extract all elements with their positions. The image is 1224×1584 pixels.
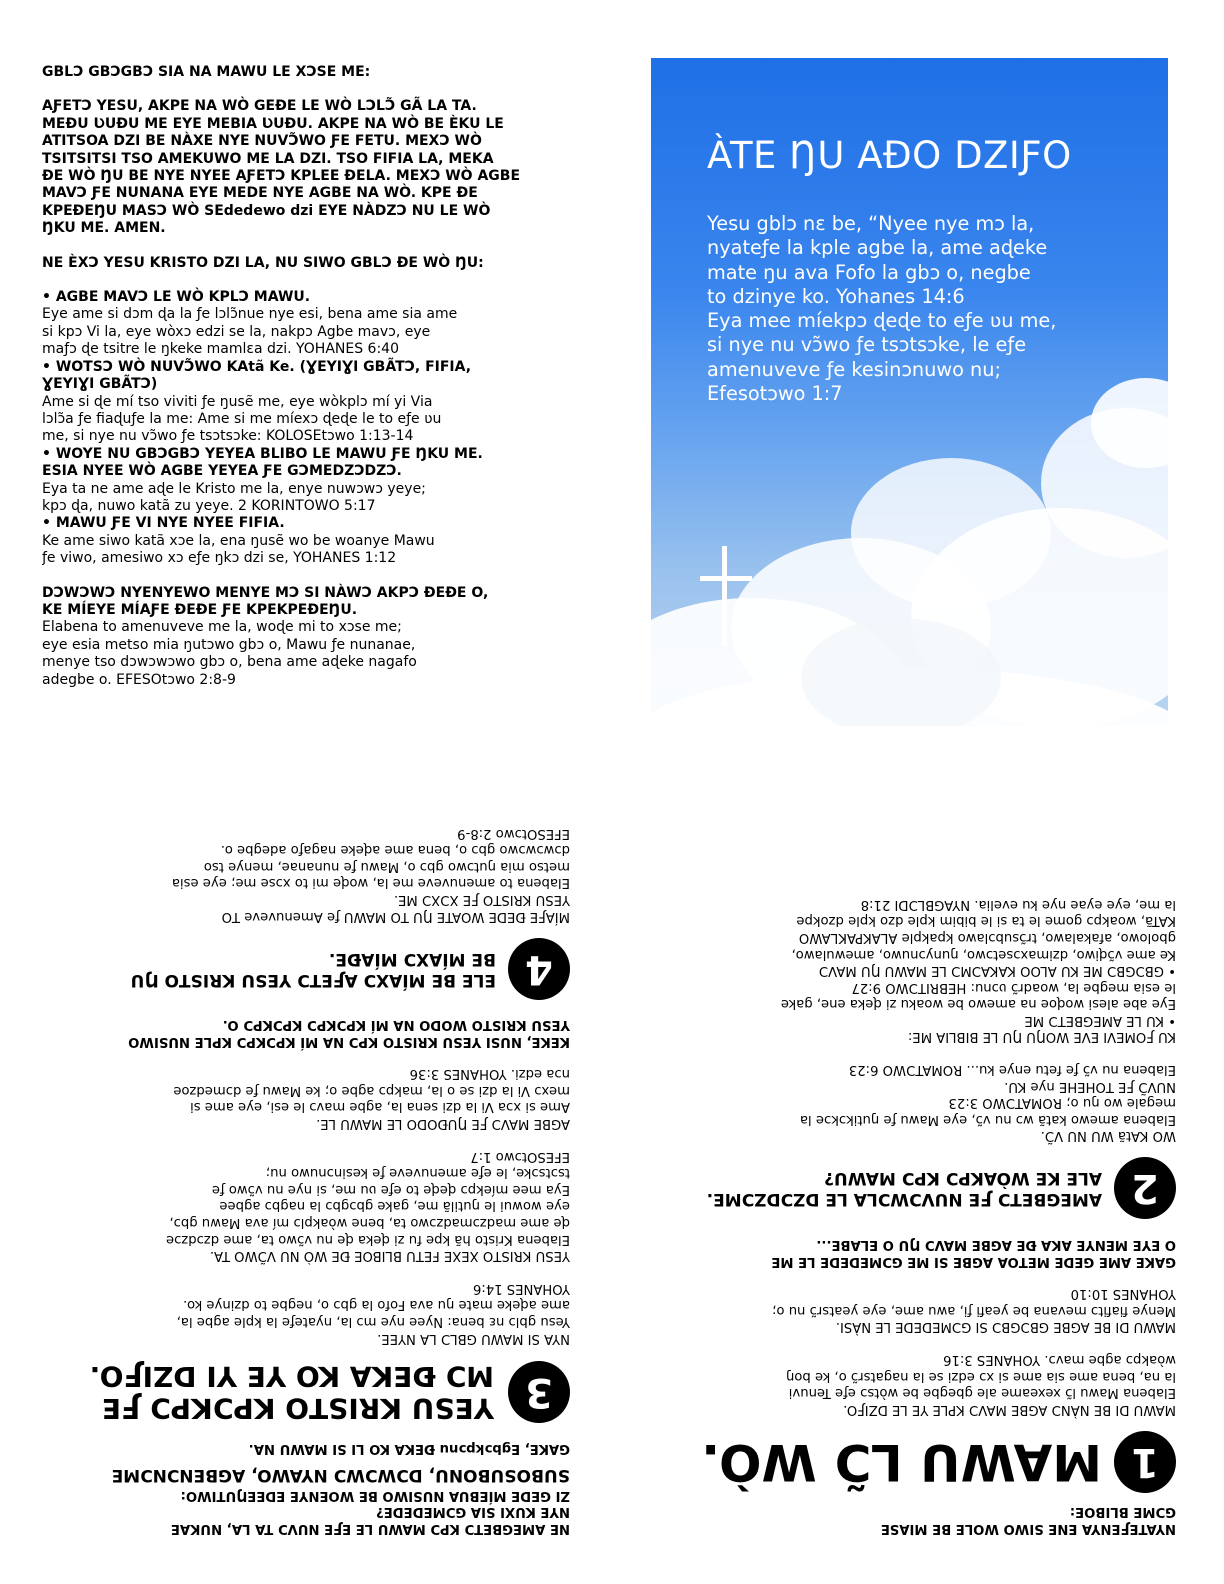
bullet-title-1: • AGBE MAVƆ LE WÒ KPLƆ MAWU.	[42, 289, 311, 306]
section-2-para-2: KU ƑOMEVI EVE WOŊU ŊU LE BIBLIA ME: • KU LE AMEGBETƆ ME Eye abe alesi woɖoe na amewo be woaku zi ɖeka ene, gake le esia megbe la, woadrɔ̃ ʋɔnu: HEBRITƆWO 9:27 • GBƆGBƆ ME KU ALOO KAKAƆMƆ LE MAWU ŊU MAVƆ Ke ame vɔ̃ɖiwo, dzimaxɔsetɔwo, ŋunyɔnuwo, amewulawo, gbolowo, afakalawo, trɔ̃subɔlawo kpakple ALAKPAKLAWO KATã, woakpɔ gome le ta si le bibim kple dzo kple dzokpe la me, eye eyae nye ku evelia. NYAGBLƆDI 21:8	[780, 896, 1176, 1045]
section-1-para-3: GAKE AME GEDE METOA AGBE SI ME GƆMEDEDE LE ME O EYE MENYE AKA ÐE AGBE MAVƆ ŊU O ELABE...	[771, 1237, 1176, 1269]
section-1-heading	[636, 1431, 1176, 1493]
section-4-heading	[36, 938, 570, 1000]
spacer	[42, 238, 582, 255]
sin-question: NE AMEGBETƆ KPƆ MAWU LE EƑE NUVƆ̃ TA LA, NUKAE NYE KUXI SIA GƆMEDEDE?	[170, 1504, 570, 1536]
cross-icon	[722, 546, 727, 646]
bullet-text-1: Eye ame si dɔm ɖa la ƒe lɔlɔ̃nue nye esi, bena ame sia ame si kpɔ Vi la, eye wòxɔ edzi se la, nakpɔ Agbe mavɔ, eye maƒɔ ɖe tsitre le ŋkeke mamlɛa dzi. YOHANES 6:40	[42, 306, 458, 358]
section-1-para-2: MAWU DI BE AGBE GBƆGBƆ SI GƆMEDEDE LE NÀSI. Menye fiafitɔ mevana be yeafi ƒi, awu ame, eye yeatsrɔ̃ nu o; YOHANES 10:10	[772, 1286, 1176, 1335]
closing-text: Elabena to amenuveve me la, woɖe mi to xɔse me; eye esia metso mia ŋutɔwo gbɔ o, Mawu ƒe nunanae, menye tso dɔwɔwɔwo gbɔ o, bena ame aɖeke nagafo adegbe o. EFESOtɔwo 2:8-9	[42, 619, 417, 688]
section-3-para-2: YESU KRISTO XEXE FETU BLIBOE ÐE WÒ NU VƆ̃WO TA. Elabena Kristo hã kpe fu zi ɖeka ɖe nu vɔ̃wo ta, ame dzɔdzɔe ɖe ame madzɔmadzɔwo ta, bene wòakplɔ mí ava Mawu gbɔ, eye wowui le ŋutilã me, gake gbɔgbɔ la nagbɔ agbee Eya mee míekpɔ ɖeɖe to eƒe ʋu me, si nye nu vɔ̃wo ƒe tsɔtsɔke, le eƒe amenuveve ƒe kesinɔnuwo nu; EFESOtɔwo 1:7	[165, 1148, 570, 1264]
spacer	[42, 568, 582, 585]
one-solution-note: GAKE, Egbɔkpɔnu ÐEKA KO LI SI MAWU NA.	[248, 1441, 570, 1457]
section-number-2: 2	[1114, 1157, 1176, 1219]
prayer-heading: GBLƆ GBƆGBƆ SIA NA MAWU LE XƆSE ME:	[42, 64, 371, 80]
bullet-text-3: Eya ta ne ame aɖe le Kristo me la, enye nuwɔwɔ yeye; kpɔ ɖa, nuwo katã zu yeye. 2 KORINTOWO 5:17	[42, 480, 426, 514]
four-truths-intro: NYATEƑENYA ENE SIWO WÒLE BE MÍASE GƆME BLIBOE:	[880, 1504, 1176, 1536]
bullet-title-3: • WOYE NU GBƆGBƆ YEYEA BLIBO LE MAWU ƑE ŊKU ME. ESIA NYEE WÒ AGBE YEYEA ƑE GƆMEDZƆDZƆ.	[42, 445, 483, 480]
spacer	[42, 81, 582, 98]
cross-icon-bar	[700, 576, 752, 581]
section-1-para-1: MAWU DI BE NÀNƆ AGBE MAVƆ KPLE YE LE DZIƑO. Elabena Mawu lɔ̃ xexeame ale gbegbe be wòtsɔ eƒe Tenuvi la na, bena ame sia ame si xɔ edzi se la nagatsrɔ̃ o, ke boŋ wòakpɔ agbe mavɔ. YOHANES 3:16	[785, 1352, 1176, 1417]
section-3-para-4: KEKE, NUSI YESU KRISTO KPƆ NA MÍ KPƆKPƆ KPLE NUSIWO YESU KRISTO WODO NA MÍ KPƆKPƆ KPƆKPƆ O.	[128, 1017, 570, 1049]
section-3-title: YESU KRISTO KPƆKPƆ ƑE MƆ ÐEKA KO YE YI DZIƑO.	[89, 1359, 494, 1425]
bullet-title-4: • MAWU ƑE VI NYE NYEE FIFIA.	[42, 515, 285, 532]
section-number-4: 4	[508, 938, 570, 1000]
assurance-intro: NE ÈXƆ YESU KRISTO DZI LA, NU SIWO GBLƆ ÐE WÒ ŊU:	[42, 254, 484, 271]
section-3-para-1: NYA SI MAWU GBLƆ LA NYEE. Yesu gblɔ nɛ bena: Nyee nye mɔ la, nyateƒe la kple agbe la, ame aɖeke mate ŋu ava Fofo la gbɔ o, negbe to dzinye ko. YOHANES 14:6	[176, 1280, 570, 1346]
bullet-text-2: Ame si ɖe mí tso viviti ƒe ŋusẽ me, eye wòkplɔ mí yi Via lɔlɔ̃a ƒe fiaɖuƒe la me: Ame si me míexɔ ɖeɖe le to eƒe ʋu me, si nye nu vɔ̃wo ƒe tsɔtsɔke: KOLOSEtɔwo 1:13-14	[42, 393, 442, 445]
bullet-title-2: • WOTSƆ WÒ NUVƆ̃WO KAtã Ke. (ƔEYIƔI GBÃTƆ, FIFIA, ƔEYIƔI GBÃTƆ)	[42, 358, 472, 393]
sin-question-list: SUBOSUBONU, DƆWƆWƆ NYAWO, AGBENƆNƆME	[111, 1465, 570, 1486]
prayer-panel	[42, 64, 582, 714]
section-2-title: AMEGBETƆ ƑE NUVƆWƆLA LE DZƆDZƆME. ALE KE WÒAKPƆ KPƆ MAWU?	[706, 1168, 1102, 1210]
closing-heading: DƆWƆWƆ NYENYEWO MENYE MƆ SI NÀWƆ AKPƆ ÐEÐE O, KE MÍEYE MÍAƑE ÐEÐE ƑE KPEKPEÐEŊU.	[42, 584, 489, 618]
section-2-heading	[636, 1157, 1176, 1219]
sin-question-sub: ZI GEDE MÍEBUA NUSIWO BE WOENYE EDEEŊUTIWO:	[180, 1487, 570, 1503]
cover-panel	[651, 58, 1168, 726]
section-number-1: 1	[1114, 1431, 1176, 1493]
section-3-para-3: AGBE MAVƆ ƑE ŊUÐODO LE MAWU LE. Ame si xɔa Vi la dzi sena la, agbe mavɔ le esi, eye ame si mexɔ Vi la dzi se o la, makpɔ agbe o; ke Mawu ƒe dɔmedzoe nɔa edzi. YOHANES 3:36	[173, 1066, 570, 1132]
prayer-text: AƑETƆ YESU, AKPE NA WÒ GEÐE LE WÒ LƆLƆ̃ GÃ LA TA. MEÐU ƲUÐU ME EYE MEBIA ƲUÐU. AKPE NA WÒ BE ÈKU LE ATITSOA DZI BE NÀXE NYE NUVƆ̃WO ƑE FETU. MEXƆ WÒ TSITSITSI TSO AMEKUWO ME LA DZI. TSO FIFIA LA, MEKA ÐE WÒ ŊU BE NYE NYEE AƑETƆ KPLEE ÐELA. MEXƆ WÒ AGBE MAVƆ ƑE NUNANA EYE MEDE NYE AGBE NA WÒ. KPE ÐE KPEÐEŊU MASƆ WÒ SEdedewo dzi EYE NÀDZƆ NU LE WÒ ŊKU ME. AMEN.	[42, 98, 521, 237]
panel-sections-1-2	[636, 846, 1176, 1536]
section-1-title: MAWU LƆ̃ WÒ.	[701, 1432, 1102, 1491]
spacer	[42, 272, 582, 289]
section-3-heading	[36, 1360, 570, 1424]
panel-sections-3-4	[36, 806, 570, 1536]
cover-verse: Yesu gblɔ nɛ be, “Nyee nye mɔ la, nyateƒe la kple agbe la, ame aɖeke mate ŋu ava Fofo la gbɔ o, negbe to dzinye ko. Yohanes 14:6 Eya mee míekpɔ ɖeɖe to eƒe ʋu me, si nye nu vɔ̃wo ƒe tsɔtsɔke, le eƒe amenuveve ƒe kesinɔnuwo nu; Efesotɔwo 1:7	[707, 212, 1057, 406]
section-number-3: 3	[508, 1361, 570, 1423]
section-4-title: ELE BE MÍAXƆ AƑETƆ YESU KRISTO ŊU BE MÍAXƆ MÍAÐE.	[130, 948, 496, 990]
section-4-para-1: MÍAƑE ÐEDE WOATE ŊU TO MAWU ƒe Amenuveve TO YESU KRISTO ƑE XƆXƆ ME. Elabena to amenuveve me la, woɖe mi to xɔse me; eye esia metso mia ŋutɔwo gbɔ o, Mawu ƒe nunanae, menye tso dɔwɔwɔwo gbɔ o, bena ame aɖeke nagaƒo adegbe o. EFESOtɔwo 2:8-9	[171, 825, 570, 924]
cover-title: ÀTE ŊU AÐO DZIƑO	[707, 134, 1072, 177]
bullet-text-4: Ke ame siwo katã xɔe la, ena ŋusẽ wo be woanye Mawu ƒe viwo, amesiwo xɔ eƒe ŋkɔ dzi se, YOHANES 1:12	[42, 532, 435, 567]
section-2-para-1: WO KAtã WU NU VƆ̃. Elabena amewo katã wɔ nu vɔ̃, eye Mawu ƒe ŋutikɔkɔe la megale wo ŋu o; ROMATƆWO 3:23 NUVƆ̃ ƑE TOHEHE nye KU. Elabena nu vɔ̃ ƒe fetu enye ku... ROMATƆWO 6:23	[799, 1062, 1176, 1144]
